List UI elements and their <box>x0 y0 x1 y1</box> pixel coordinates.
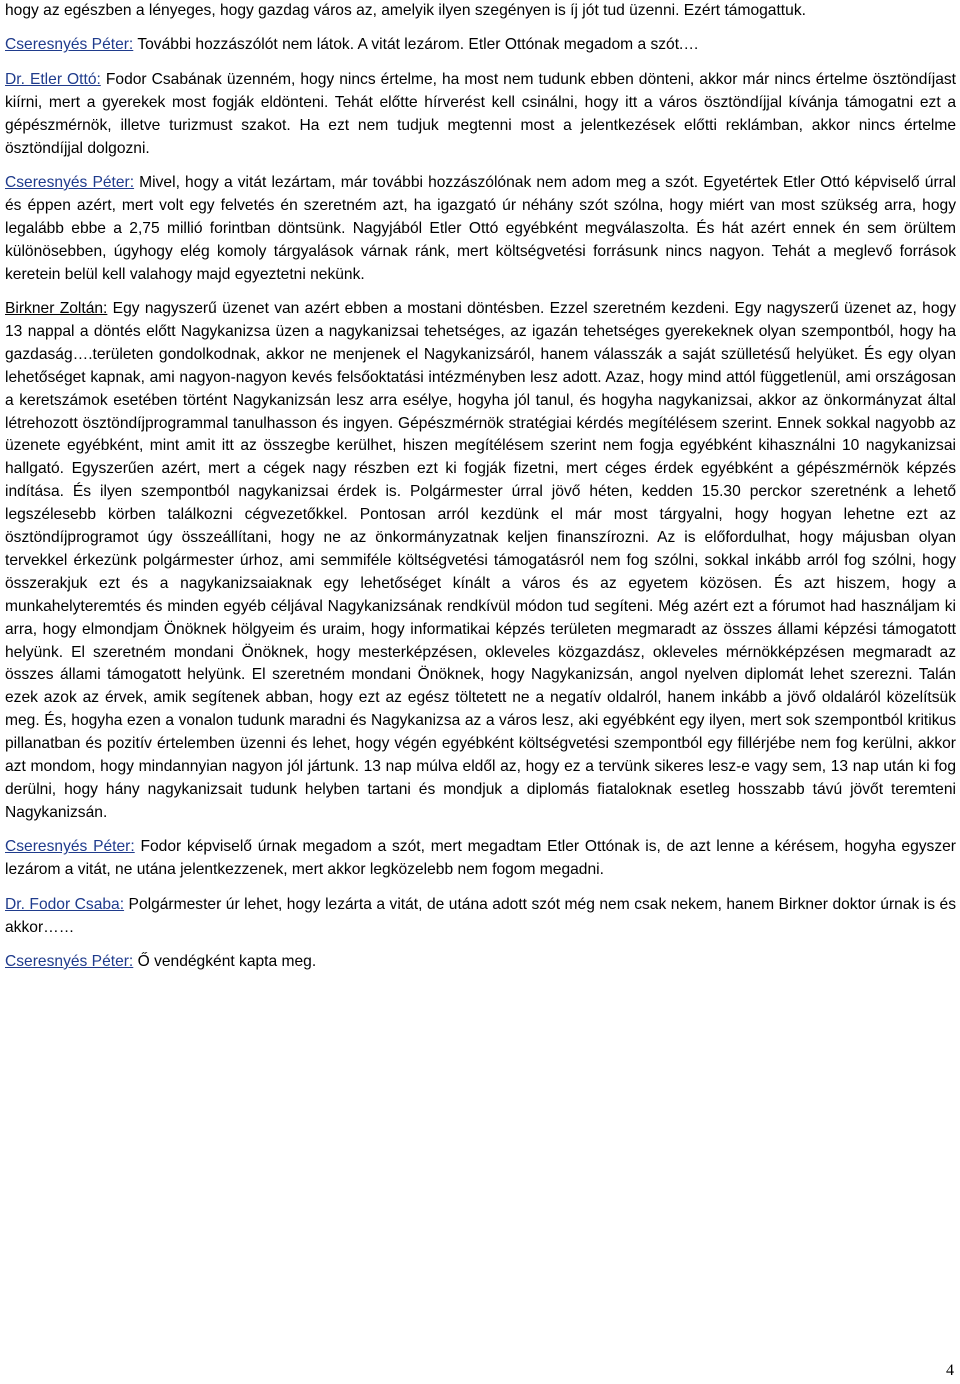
paragraph-6 <box>5 836 956 882</box>
paragraph-text: hogy az egészben a lényeges, hogy gazdag város az, amelyik ilyen szegényen is íj jót tud üzenni. Ezért támogattuk. <box>5 2 806 19</box>
paragraph-1 <box>5 0 956 23</box>
paragraph-8 <box>5 951 956 974</box>
speaker-name: Cseresnyés Péter: <box>5 838 135 856</box>
speaker-name: Cseresnyés Péter: <box>5 36 134 54</box>
speaker-name: Birkner Zoltán: <box>5 299 108 317</box>
paragraph-4 <box>5 172 956 287</box>
paragraph-text: Mivel, hogy a vitát lezártam, már további hozzászólónak nem adom meg a szót. Egyetértek Etler Ottó képviselő úrral és éppen azért, mert volt egy felvetés én szeretném azt, ha igazgató úr néhány szót szólna, hogy miért van most szükség arra, hogy legalább ebbe a 2,75 millió forintban döntsünk. Nagyjából Etler Ottó egyébként megválaszolta. És hát azért ennek én sem örültem különösebben, úgyhogy elég komoly tárgyalások várnak ránk, mert költségvetési forrásunk nincs nagyon. Tehát a meglevő források keretein belül kell valahogy majd egyeztetni nekünk. <box>5 173 956 283</box>
paragraph-7 <box>5 894 956 940</box>
speaker-name: Dr. Fodor Csaba: <box>5 895 125 913</box>
paragraph-text: Fodor képviselő úrnak megadom a szót, mert megadtam Etler Ottónak is, de azt lenne a kérésem, hogyha egyszer lezárom a vitát, ne utána jelentkezzenek, mert akkor legközelebb nem fogom megadni. <box>5 838 956 879</box>
speaker-name: Cseresnyés Péter: <box>5 173 135 191</box>
document-body <box>5 0 956 985</box>
paragraph-2 <box>5 34 956 57</box>
page-number: 4 <box>946 1362 954 1379</box>
paragraph-5 <box>5 298 956 825</box>
paragraph-text: Ő vendégként kapta meg. <box>133 952 317 970</box>
paragraph-text: Polgármester úr lehet, hogy lezárta a vitát, de utána adott szót még nem csak nekem, hanem Birkner doktor úrnak is és akkor…… <box>5 895 956 936</box>
speaker-name: Cseresnyés Péter: <box>5 952 134 970</box>
speaker-name: Dr. Etler Ottó: <box>5 70 101 88</box>
paragraph-text: Egy nagyszerű üzenet van azért ebben a mostani döntésben. Ezzel szeretném kezdeni. Egy nagyszerű üzenet az, hogy 13 nappal a döntés előtt Nagykanizsa üzen a nagykanizsai tehetséges, az igazán tehetséges gyerekeknek olyan szempontból, hogy ha gazdaság….területen gondolkodnak, akkor ne menjenek el Nagykanizsáról, hanem válasszák a saját szülletésű helyüket. És egy olyan lehetőséget kapnak, ami nagyon-nagyon kevés felsőoktatási intézményben lesz adott. Azaz, hogy mind attól függetlenül, ami országosan a keretszámok esetében történt Nagykanizsán lesz arra esélye, hogyha jól tanul, és hogyha nagykanizsai, akkor az önkormányzat által létrehozott ösztöndíjprogrammal tanulhasson és ingyen. Gépészmérnök stratégiai kérdés megítélésem szerint. Ennek sokkal nagyobb az üzenete egyébként, mint amit itt az összegbe kerülhet, hiszen megítélésem szerint nem fogja egyébként kihasználni 10 nagykanizsai hallgató. Egyszerűen azért, mert a cégek nagy részben ezt ki fogják fizetni, mert céges érdek egyébként a gépészmérnök képzés indítása. És ilyen szempontból nagykanizsai érdek is. Polgármester úrral jövő héten, kedden 15.30 perckor szeretnénk a lehető legszélesebb körben találkozni cégvezetőkkel. Pontosan arról kezdünk el már most tárgyalni, hogy hogyan lehetne ezt az ösztöndíjprogramot úgy összeállítani, hogy ne az önkormányzatnak keljen finanszírozni. Az is előfordulhat, hogy májusban olyan tervekkel érkezünk polgármester úrhoz, ami semmiféle költségvetési támogatásról nem fog szólni, sokkal inkább arról fog szólni, hogy összerakjuk ezt és a nagykanizsaiaknak egy lehetőséget kínált a város és az egyetem közösen. És azt hiszem, hogy a munkahelyteremtés és minden egyéb céljával Nagykanizsának rendkívül módon tud segíteni. Még azért ezt a fórumot had használjam ki arra, hogy elmondjam Önöknek hölgyeim és uraim, hogy informatikai képzés területen megmaradt az összes állami képzési támogatott helyünk. El szeretném mondani Önöknek, hogy mesterképzésen, okleveles közgazdász, okleveles mérnökképzésen megmaradt az összes állami támogatott helyünk. El szeretném mondani Önöknek, hogy Nagykanizsán, angol nyelven diplomát lehet szerezni. Talán ezek azok az érvek, amik segítenek abban, hogy ezt az egész töltetett ne a negatív oldalról, hanem inkább a jövő oldaláról közelítsük meg. És, hogyha ezen a vonalon tudunk maradni és Nagykanizsa az a város lesz, aki egyébként egy ilyen, mert sok szempontból kritikus pillanatban és pozitív értelemben üzenni és lehet, hogy végén egyébként költségvetési szempontból egy fillérjébe nem fog kerülni, akkor azt mondom, hogy mindannyian nagyon jól jártunk. 13 nap múlva eldől az, hogy ez a tervünk sikeres lesz-e vagy sem, 13 nap után ki fog derülni, hogy hány nagykanizsait tudunk helyben tartani és mondjuk a diplomás fiataloknak esetleg hosszabb távú jövőt teremteni Nagykanizsán. <box>5 299 956 821</box>
paragraph-text: További hozzászólót nem látok. A vitát lezárom. Etler Ottónak megadom a szót.… <box>133 36 699 54</box>
paragraph-text: Fodor Csabának üzenném, hogy nincs értelme, ha most nem tudunk ebben dönteni, akkor már nincs értelme ösztöndíjast kiírni, mert a gyerekek most fogják eldönteni. Tehát előtte hírverést kell csinálni, hogy itt a város ösztöndíjjal kívánja támogatni ezt a gépészmérnök, illetve turizmust szakot. Ha ezt nem tudjuk megtenni most a jelentkezések előtti reklámban, akkor nincs értelme ösztöndíjjal dolgozni. <box>5 70 956 157</box>
paragraph-3 <box>5 69 956 161</box>
